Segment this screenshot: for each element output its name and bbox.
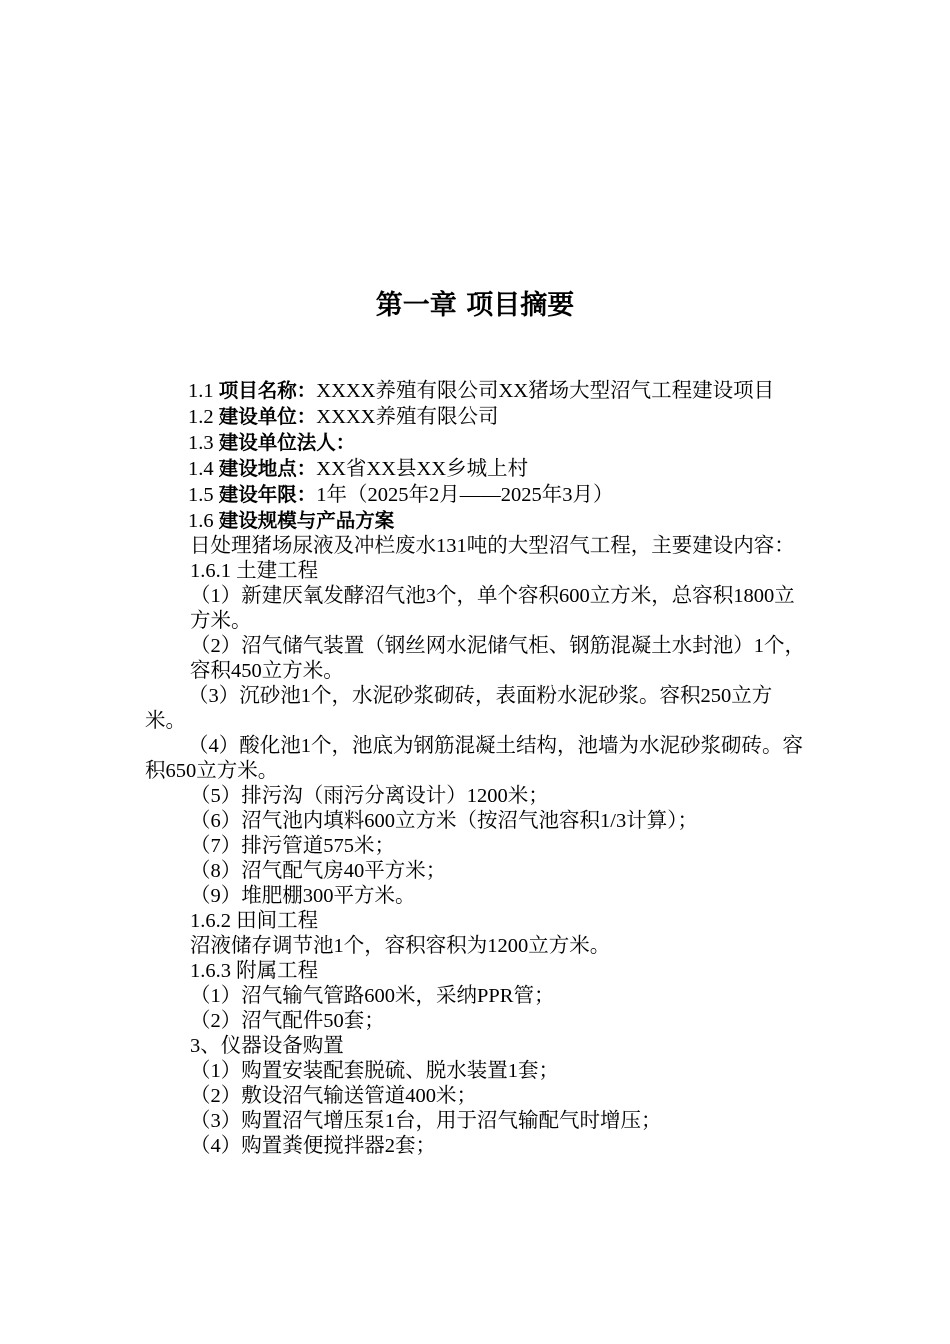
item-number: 1.5 — [188, 484, 219, 506]
list-item: （4）酸化池1个，池底为钢筋混凝土结构，池墙为水泥砂浆砌砖。容积650立方米。 — [145, 735, 803, 782]
item-value: XX省XX县XX乡城上村 — [316, 458, 529, 480]
list-item: （7）排污管道575米； — [190, 835, 395, 857]
list-item: （3）沉砂池1个，水泥砂浆砌砖，表面粉水泥砂浆。容积250立方米。 — [145, 685, 773, 732]
list-item: （8）沼气配气房40平方米； — [190, 860, 447, 882]
item-duration — [145, 482, 810, 508]
item-value: XXXX养殖有限公司 — [316, 406, 499, 428]
intro-paragraph: 日处理猪场尿液及冲栏废水131吨的大型沼气工程，主要建设内容： — [190, 535, 795, 557]
item-project-name — [145, 378, 810, 404]
list-item: （2）沼气储气装置（钢丝网水泥储气柜、钢筋混凝土水封池）1个，容积450立方米。 — [190, 635, 805, 682]
item-label: 建设单位法人： — [218, 431, 356, 454]
list-item: （5）排污沟（雨污分离设计）1200米； — [190, 785, 549, 807]
section-heading: 3、仪器设备购置 — [190, 1035, 344, 1057]
item-label: 建设年限： — [218, 483, 317, 506]
list-item: （3）购置沼气增压泵1台，用于沼气输配气时增压； — [190, 1110, 662, 1132]
item-number: 1.3 — [188, 432, 219, 454]
list-item: （1）沼气输气管路600米，采纳PPR管； — [190, 985, 555, 1007]
section-heading: 1.6.3 附属工程 — [190, 960, 319, 982]
list-item: （9）堆肥棚300平方米。 — [190, 885, 416, 907]
list-item: （1）购置安装配套脱硫、脱水装置1套； — [190, 1060, 559, 1082]
item-label: 建设地点： — [218, 457, 317, 480]
item-label: 建设单位： — [218, 405, 317, 428]
list-item: （6）沼气池内填料600立方米（按沼气池容积1/3计算）； — [190, 810, 698, 832]
item-builder — [145, 404, 810, 430]
item-legal-person — [145, 430, 810, 456]
section-heading: 1.6.1 土建工程 — [190, 560, 319, 582]
list-item: （4）购置粪便搅拌器2套； — [190, 1135, 436, 1157]
list-item: （1）新建厌氧发酵沼气池3个，单个容积600立方米，总容积1800立方米。 — [190, 585, 795, 632]
item-number: 1.1 — [188, 380, 219, 402]
item-number: 1.4 — [188, 458, 219, 480]
section-heading: 1.6.2 田间工程 — [190, 910, 319, 932]
section-text: 沼液储存调节池1个，容积容积为1200立方米。 — [190, 935, 611, 957]
item-scale — [145, 508, 810, 534]
item-number: 1.6 — [188, 510, 219, 532]
list-item: （2）沼气配件50套； — [190, 1010, 385, 1032]
item-value: XXXX养殖有限公司XX猪场大型沼气工程建设项目 — [316, 380, 775, 402]
item-number: 1.2 — [188, 406, 219, 428]
document-body — [145, 378, 810, 1159]
chapter-title: 第一章 项目摘要 — [375, 290, 575, 321]
list-item: （2）敷设沼气输送管道400米； — [190, 1085, 477, 1107]
item-location — [145, 456, 810, 482]
item-value: 1年（2025年2月——2025年3月） — [316, 484, 614, 506]
item-label: 项目名称： — [218, 379, 317, 402]
item-label: 建设规模与产品方案 — [218, 509, 395, 532]
